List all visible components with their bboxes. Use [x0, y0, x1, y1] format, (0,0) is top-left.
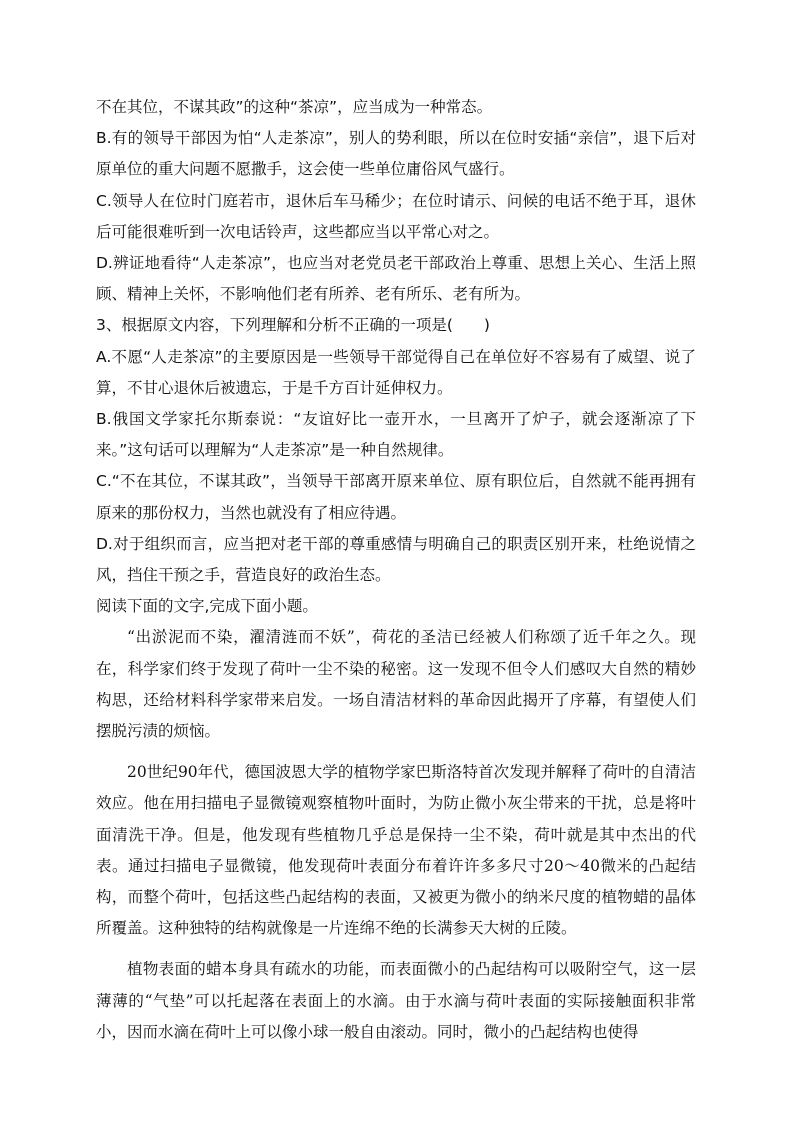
option-b: B.有的领导干部因为怕“人走茶凉”，别人的势利眼，所以在位时安插“亲信”，退下后对原单位的重大问题不愿撒手，这会使一些单位庸俗风气盛行。: [96, 129, 696, 179]
q3-option-d: D.对于组织而言，应当把对老干部的尊重感情与明确自己的职责区别开来，杜绝说情之风，挡住干预之手，营造良好的政治生态。: [96, 534, 696, 585]
question-3: 3、根据原文内容，下列理解和分析不正确的一项是( ): [96, 316, 490, 335]
option-d: D.辨证地看待“人走茶凉”，也应当对老党员老干部政治上尊重、思想上关心、生活上照顾、精神上关怀，不影响他们老有所养、老有所乐、老有所为。: [96, 254, 696, 304]
passage-paragraph-3: 植物表面的蜡本身具有疏水的功能，而表面微小的凸起结构可以吸附空气，这一层薄薄的“气垫”可以托起落在表面上的水滴。由于水滴与荷叶表面的实际接触面积非常小，因而水滴在荷叶上可以像小球一般自由滚动。同时，微小的凸起结构也使得: [96, 960, 696, 1041]
reading-passage: [96, 622, 696, 1048]
reading-instruction: 阅读下面的文字,完成下面小题。: [96, 597, 318, 616]
q3-option-a: A.不愿“人走茶凉”的主要原因是一些领导干部觉得自己在单位好不容易有了威望、说了算，不甘心退休后被遗忘，于是千方百计延伸权力。: [96, 347, 696, 397]
question-section: [96, 92, 696, 622]
document-page: [96, 92, 696, 1048]
passage-paragraph-1: “出淤泥而不染，濯清涟而不妖”，荷花的圣洁已经被人们称颂了近千年之久。现在，科学家们终于发现了荷叶一尘不染的秘密。这一发现不但令人们感叹大自然的精妙构思，还给材料科学家带来启发。一场自清洁材料的革命因此揭开了序幕，有望使人们摆脱污渍的烦恼。: [96, 628, 696, 741]
q3-option-c: C.“不在其位，不谋其政”，当领导干部离开原来单位、原有职位后，自然就不能再拥有原来的那份权力，当然也就没有了相应待遇。: [96, 472, 696, 522]
option-c: C.领导人在位时门庭若市，退休后车马稀少；在位时请示、问候的电话不绝于耳，退休后可能很难听到一次电话铃声，这些都应当以平常心对之。: [96, 191, 696, 241]
paragraph-continuation: 不在其位，不谋其政”的这种“茶凉”，应当成为一种常态。: [96, 98, 493, 116]
q3-option-b: B.俄国文学家托尔斯泰说：“友谊好比一壶开水，一旦离开了炉子，就会逐渐凉了下来。”这句话可以理解为“人走茶凉”是一种自然规律。: [96, 410, 696, 460]
passage-paragraph-2: 20世纪90年代，德国波恩大学的植物学家巴斯洛特首次发现并解释了荷叶的自清洁效应。他在用扫描电子显微镜观察植物叶面时，为防止微小灰尘带来的干扰，总是将叶面清洗干净。但是，他发现有些植物几乎总是保持一尘不染，荷叶就是其中杰出的代表。通过扫描电子显微镜，他发现荷叶表面分布着许许多多尺寸20～40微米的凸起结构，而整个荷叶，包括这些凸起结构的表面，又被更为微小的纳米尺度的植物蜡的晶体所覆盖。这种独特的结构就像是一片连绵不绝的长满参天大树的丘陵。: [96, 763, 696, 938]
